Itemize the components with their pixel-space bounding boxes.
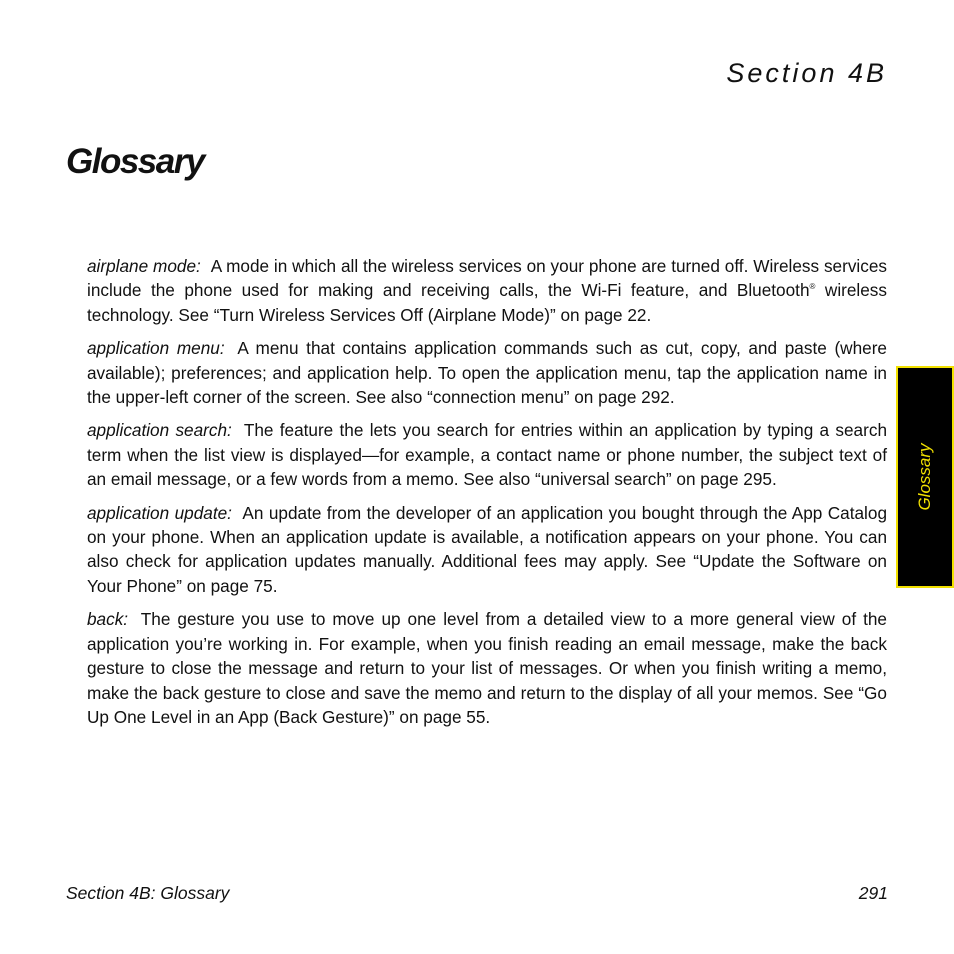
glossary-entry-application-update bbox=[87, 501, 887, 599]
glossary-term: application update: bbox=[87, 502, 232, 523]
glossary-definition: A mode in which all the wireless services on your phone are turned off. Wireless services include the phone used for making and receiving calls, the Wi-Fi feature, and Bluetooth bbox=[87, 256, 887, 301]
section-label: Section 4B bbox=[726, 58, 887, 88]
page-number: 291 bbox=[858, 883, 888, 903]
glossary-entry-application-search bbox=[87, 418, 887, 491]
glossary-term: application search: bbox=[87, 420, 232, 441]
glossary-entry-airplane-mode bbox=[87, 254, 887, 327]
glossary-definition: The gesture you use to move up one level from a detailed view to a more general view of the application you’re working in. For example, when you finish reading an email message, make the back gesture to close the message and return to your list of messages. Or when you finish writing a memo, make the back gesture to close and save the memo and return to the display of all your memos. See “Go Up One Level in an App (Back Gesture)” on page 55. bbox=[87, 609, 887, 727]
glossary-term: airplane mode: bbox=[87, 256, 201, 276]
side-tab-label: Glossary bbox=[915, 443, 934, 511]
glossary-definition: A menu that contains application commands such as cut, copy, and paste (where available); preferences; and application help. To open the application menu, tap the application name in the upper-left corner of the screen. See also “connection menu” on page 292. bbox=[87, 338, 887, 408]
glossary-definition-continued: wireless technology. See “Turn Wireless Services Off (Airplane Mode)” on page 22. bbox=[87, 280, 887, 325]
glossary-entries bbox=[87, 254, 887, 738]
glossary-entry-application-menu bbox=[87, 336, 887, 409]
glossary-definition: The feature the lets you search for entries within an application by typing a search term when the list view is displayed—for example, a contact name or phone number, the subject text of an email message, or a few words from a memo. See also “universal search” on page 295. bbox=[87, 420, 887, 490]
glossary-term: application menu: bbox=[87, 338, 225, 359]
glossary-entry-back bbox=[87, 607, 887, 729]
registered-mark: ® bbox=[809, 282, 816, 292]
glossary-definition: An update from the developer of an application you bought through the App Catalog on your phone. When an application update is available, a notification appears on your phone. You can also check for application updates manually. Additional fees may apply. See “Update the Software on Your Phone” on page 75. bbox=[87, 502, 887, 596]
glossary-term: back: bbox=[87, 609, 129, 630]
page-title: Glossary bbox=[66, 142, 204, 181]
footer-section-title: Section 4B: Glossary bbox=[66, 883, 230, 903]
section-side-tab bbox=[896, 366, 954, 588]
